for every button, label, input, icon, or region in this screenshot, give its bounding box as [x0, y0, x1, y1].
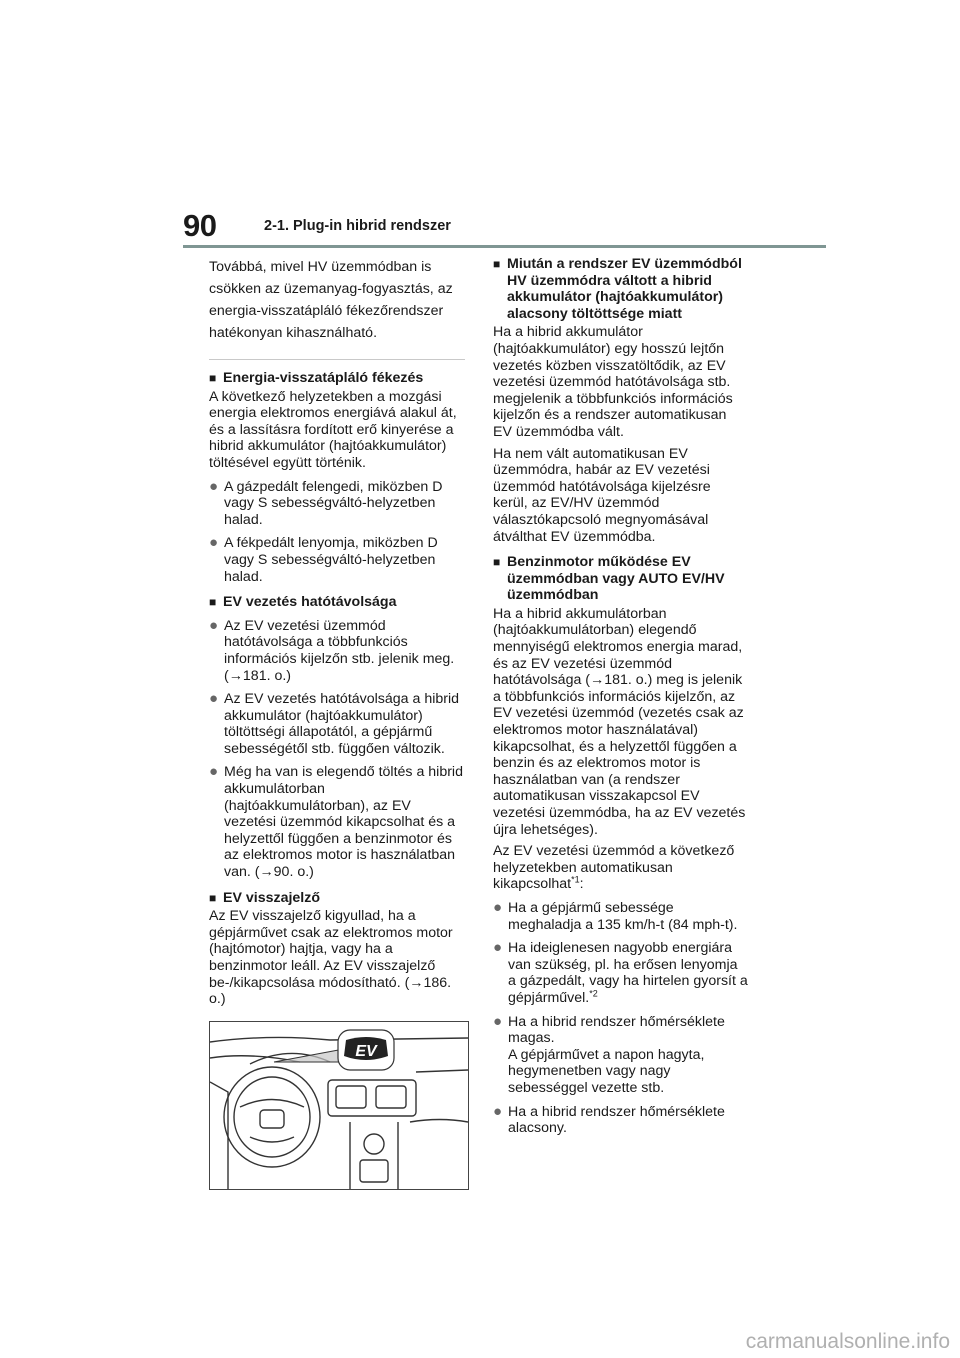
intro-line: csökken az üzemanyag-fogyasztás, az [209, 281, 453, 297]
body-paragraph: Ha a hibrid akkumulátorban (hajtóakkumulátorban) elegendő mennyiségű elektromos energia marad, és az EV vezetési üzemmód hatótávolsága (→181. o.) meg is jelenik a többfunkciós információs kijelzőn, az EV vezetési üzemmód (vezetés csak az elektromos motor használatával) kikapcsolhat, és a helyzettől függően a benzin és az elektromos motor is használatban van (a rendszer automatikusan visszakapcsol EV vezetési üzemmódba, ha az EV vezetés újra lehetséges). [493, 605, 746, 838]
bullet-dot-icon: ● [493, 1102, 503, 1120]
page-number: 90 [183, 208, 217, 243]
list-item: ● Ha a hibrid rendszer hőmérséklete alacsony. [493, 1102, 725, 1137]
section-heading: ■ EV visszajelző [209, 889, 320, 906]
bullet-dot-icon: ● [209, 763, 219, 781]
section-heading: ■ Miután a rendszer EV üzemmódból HV üzemmódra váltott a hibrid akkumulátor (hajtóakkumulátor) alacsony töltöttsége miatt [493, 256, 742, 322]
footnote-ref: *1 [571, 874, 580, 885]
square-marker-icon: ■ [209, 595, 217, 610]
intro-line: Továbbá, mivel HV üzemmódban is [209, 259, 432, 275]
list-item: ● A gázpedált felengedi, miközben D vagy S sebességváltó-helyzetben halad. [209, 477, 443, 528]
body-paragraph: Az EV visszajelző kigyullad, ha a gépjárművet csak az elektromos motor (hajtómotor) hajtja, vagy ha a benzinmotor leáll. Az EV visszajelző be-/kikapcsolása módosítható. (→186. o.) [209, 908, 453, 1008]
section-title: 2-1. Plug-in hibrid rendszer [264, 218, 451, 234]
intro-paragraph [209, 256, 465, 344]
body-paragraph: Ha nem vált automatikusan EV üzemmódra, habár az EV vezetési üzemmód hatótávolsága kijelzésre kerül, az EV/HV üzemmód választókapcsoló megnyomásával átválthat EV üzemmódba. [493, 445, 711, 545]
square-marker-icon: ■ [209, 890, 217, 905]
bullet-dot-icon: ● [209, 534, 219, 552]
square-marker-icon: ■ [493, 555, 501, 570]
header-rule [183, 245, 826, 248]
list-item: ● Az EV vezetés hatótávolsága a hibrid akkumulátor (hajtóakkumulátor) töltöttségi állapotától, a gépjármű sebességétől stb. függően változik. [209, 690, 460, 757]
ev-badge-label: EV [355, 1042, 377, 1060]
left-column [209, 256, 465, 1190]
body-paragraph: Az EV vezetési üzemmód a következő helyzetekben automatikusan kikapcsolhat$^{*1}$: [493, 843, 735, 893]
right-column [493, 256, 749, 1141]
section-divider [209, 359, 465, 360]
list-item: ● Ha ideiglenesen nagyobb energiára van szükség, pl. ha erősen lenyomja a gázpedált, vagy ha hirtelen gyorsít a gépjárművel.$^{*2}$ [493, 939, 748, 1006]
bullet-dot-icon: ● [493, 898, 503, 916]
bullet-dot-icon: ● [493, 939, 503, 957]
section-heading: ■ Energia-visszatápláló fékezés [209, 370, 424, 386]
bullet-dot-icon: ● [209, 477, 219, 495]
section-heading: ■ Benzinmotor működése EV üzemmódban vagy AUTO EV/HV üzemmódban [493, 554, 725, 604]
watermark: carmanualsonline.info [745, 1330, 950, 1353]
body-paragraph: A következő helyzetekben a mozgási energia elektromos energiává alakul át, és a lassításra fordított erő kinyerése a hibrid akkumulátor (hajtóakkumulátor) töltésével együtt történik. [209, 388, 457, 471]
body-paragraph: Ha a hibrid akkumulátor (hajtóakkumulátor) egy hosszú lejtőn vezetés közben visszatöltődik, az EV vezetési üzemmód hatótávolsága stb. megjelenik a többfunkciós információs kijelzőn és a rendszer automatikusan EV üzemmódba vált. [493, 324, 733, 440]
square-marker-icon: ■ [209, 371, 217, 385]
square-marker-icon: ■ [493, 257, 501, 271]
intro-line: energia-visszatápláló fékezőrendszer [209, 303, 444, 319]
bullet-dot-icon: ● [493, 1012, 503, 1030]
list-item: ● Ha a hibrid rendszer hőmérséklete magas. A gépjárművet a napon hagyta, hegymenetben vagy nagy sebességgel vezette stb. [493, 1012, 725, 1096]
bullet-dot-icon: ● [209, 616, 219, 634]
dashboard-drawing [210, 1022, 468, 1189]
footnote-ref: *2 [589, 988, 598, 999]
list-item: ● Az EV vezetési üzemmód hatótávolsága a többfunkciós információs kijelzőn stb. jelenik meg. (→181. o.) [209, 616, 455, 684]
list-item: ● Még ha van is elegendő töltés a hibrid akkumulátorban (hajtóakkumulátorban), az EV vezetési üzemmód kikapcsolhat és a helyzettől függően a benzinmotor és az elektromos motor is használatban van. (→90. o.) [209, 763, 463, 881]
list-item: ● Ha a gépjármű sebessége meghaladja a 135 km/h-t (84 mph-t). [493, 898, 738, 933]
intro-line: hatékonyan kihasználható. [209, 325, 378, 341]
section-heading: ■ EV vezetés hatótávolsága [209, 594, 397, 611]
bullet-dot-icon: ● [209, 690, 219, 708]
list-item: ● A fékpedált lenyomja, miközben D vagy S sebességváltó-helyzetben halad. [209, 534, 438, 585]
dashboard-illustration [209, 1021, 469, 1190]
